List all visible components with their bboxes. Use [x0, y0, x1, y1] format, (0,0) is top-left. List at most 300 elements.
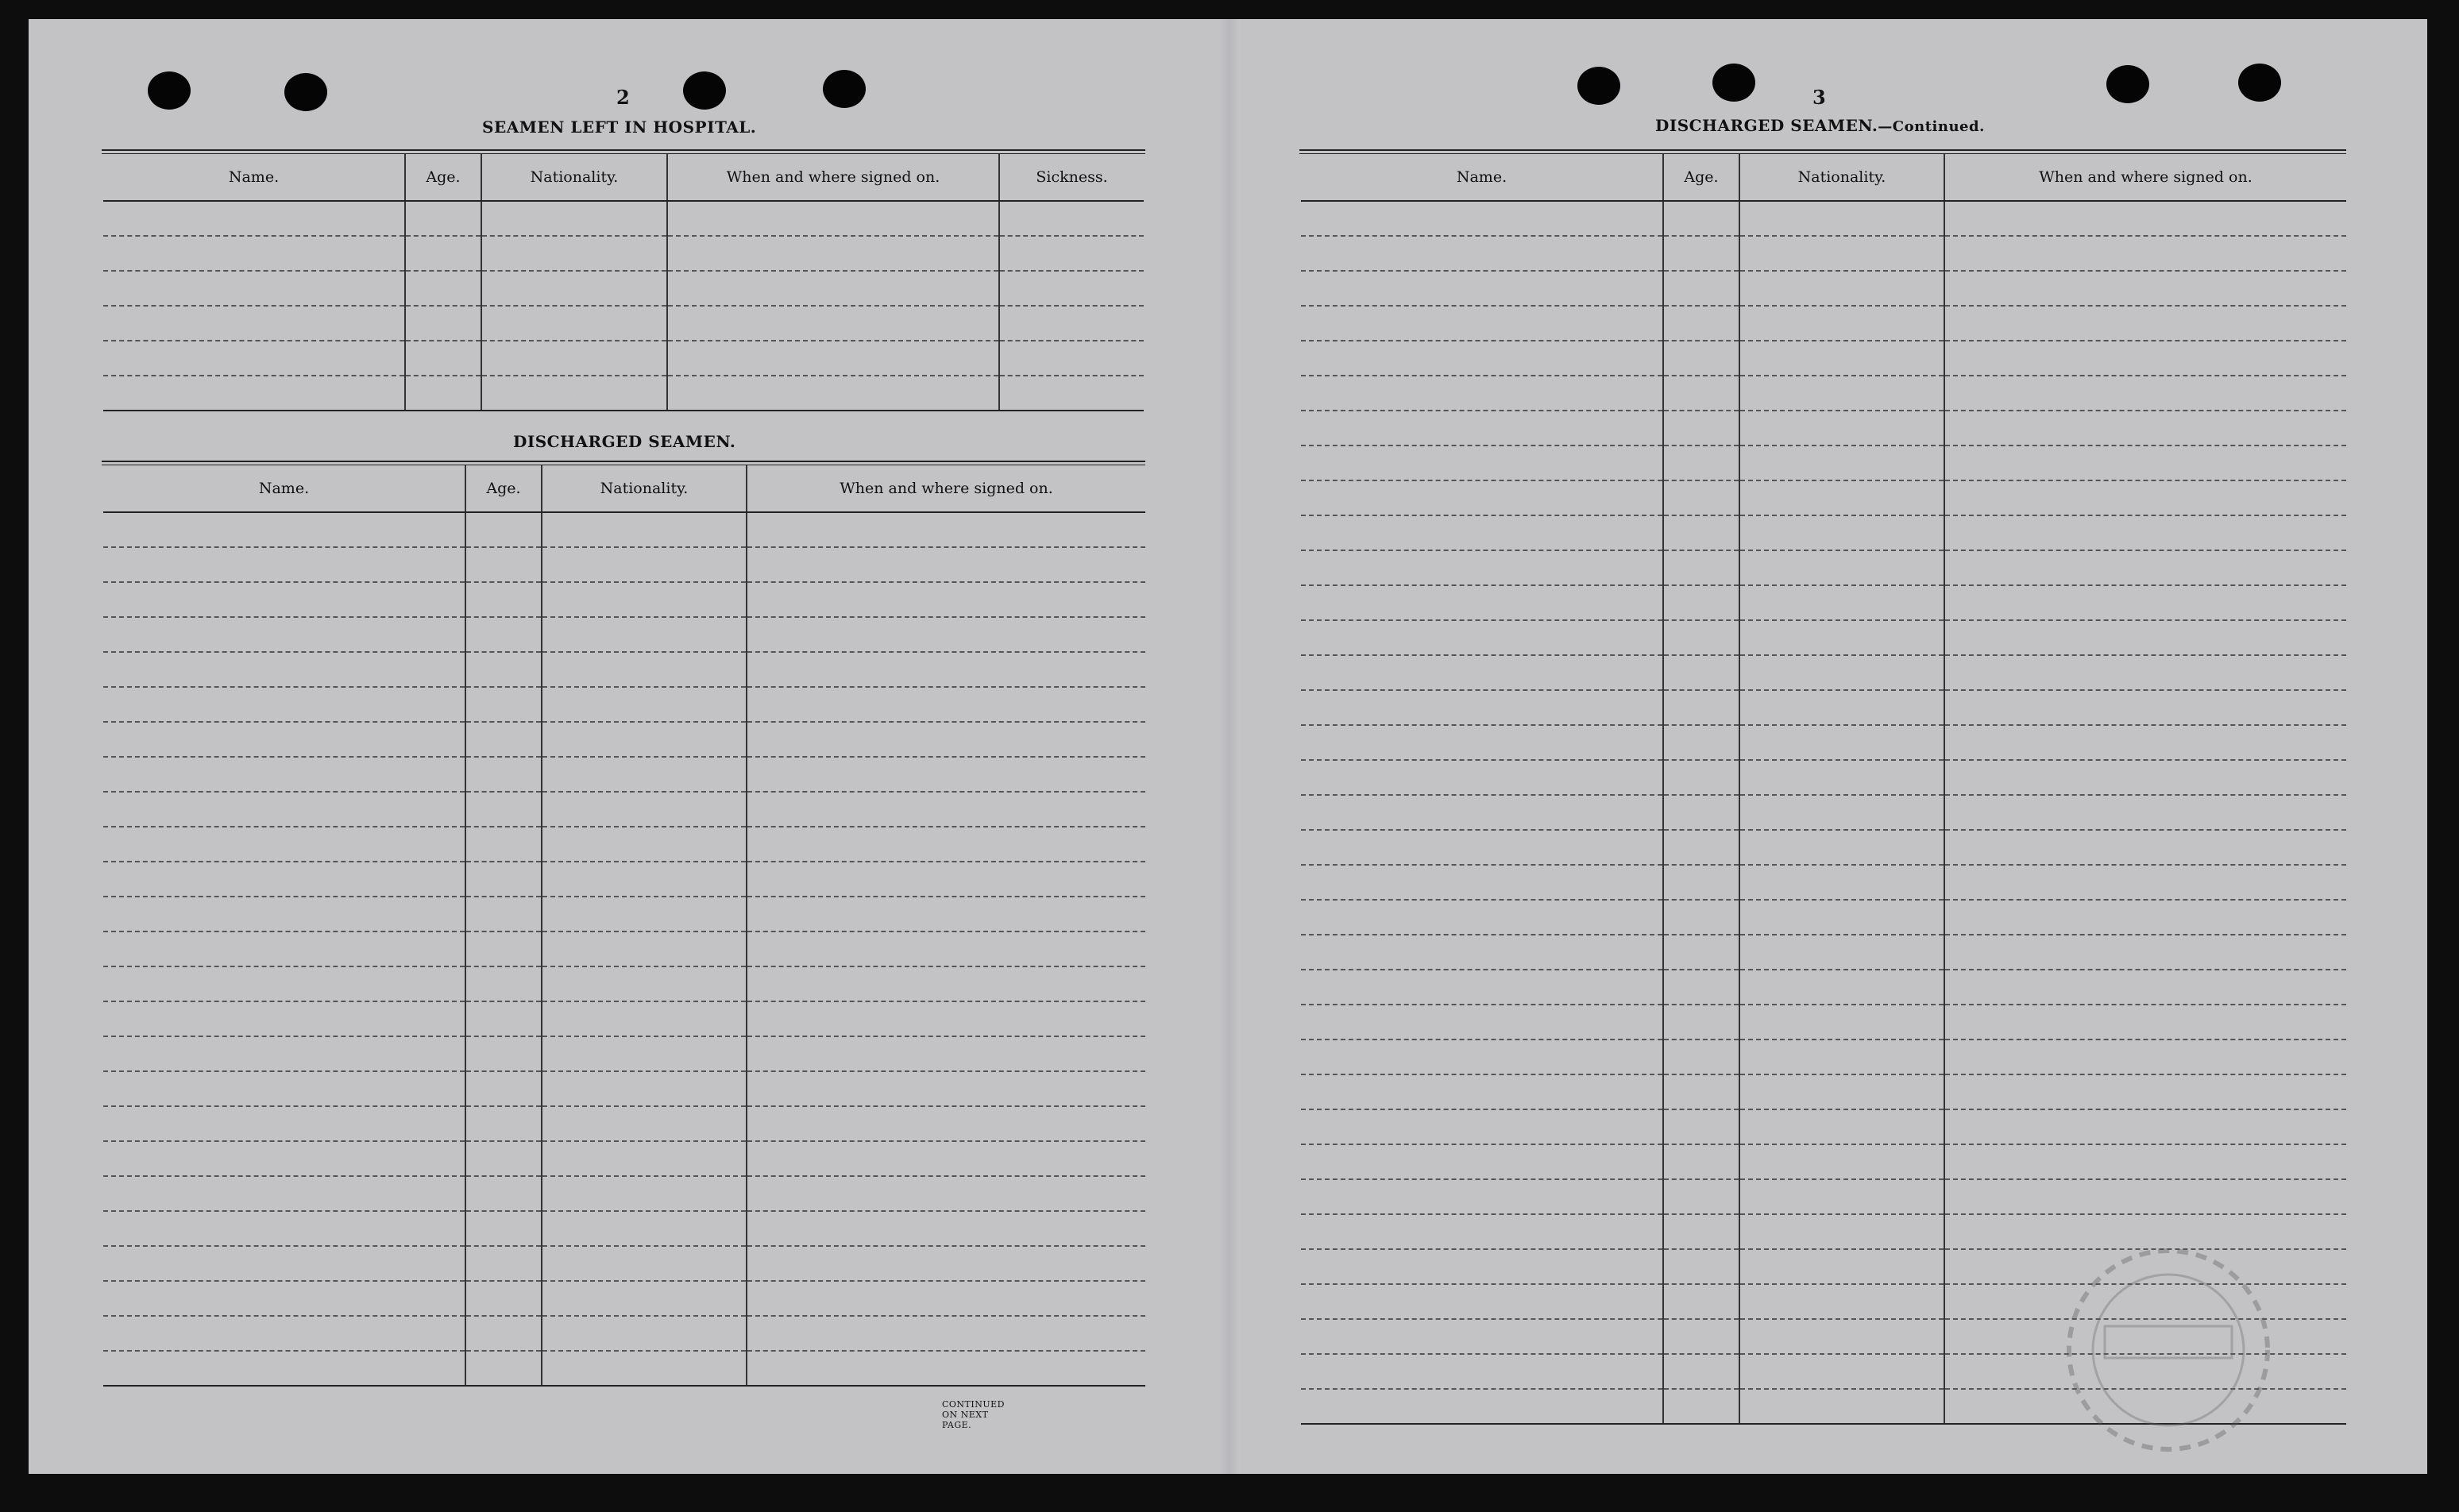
continued-note: CONTINUED ON NEXT PAGE. — [942, 1399, 1005, 1430]
blank-cell[interactable] — [465, 1141, 542, 1176]
blank-cell[interactable] — [465, 1246, 542, 1281]
blank-cell[interactable] — [542, 932, 747, 966]
blank-cell[interactable] — [103, 547, 465, 582]
blank-cell[interactable] — [747, 932, 1145, 966]
blank-cell[interactable] — [465, 652, 542, 687]
blank-cell[interactable] — [1944, 865, 2346, 900]
blank-cell[interactable] — [1663, 550, 1739, 585]
blank-cell[interactable] — [747, 1001, 1145, 1036]
blank-cell[interactable] — [465, 792, 542, 827]
blank-cell[interactable] — [465, 512, 542, 547]
table-row — [1301, 480, 2346, 515]
blank-cell[interactable] — [747, 1281, 1145, 1316]
blank-cell[interactable] — [1944, 655, 2346, 690]
blank-cell[interactable] — [103, 1071, 465, 1106]
blank-cell[interactable] — [1944, 1074, 2346, 1109]
blank-cell[interactable] — [667, 201, 999, 236]
blank-cell[interactable] — [1944, 620, 2346, 655]
blank-cell[interactable] — [103, 1246, 465, 1281]
blank-cell[interactable] — [481, 271, 667, 306]
blank-cell[interactable] — [1663, 1144, 1739, 1179]
column-header: Nationality. — [481, 154, 667, 201]
blank-cell[interactable] — [1301, 446, 1663, 480]
blank-cell[interactable] — [1663, 1389, 1739, 1424]
table-row — [103, 1106, 1145, 1141]
blank-cell[interactable] — [1301, 620, 1663, 655]
blank-cell[interactable] — [1663, 760, 1739, 795]
blank-cell[interactable] — [1739, 1319, 1944, 1354]
column-header: When and where signed on. — [1944, 154, 2346, 201]
blank-cell[interactable] — [542, 1001, 747, 1036]
blank-cell[interactable] — [1663, 1074, 1739, 1109]
column-header: When and where signed on. — [667, 154, 999, 201]
blank-cell[interactable] — [1663, 480, 1739, 515]
blank-cell[interactable] — [1739, 1040, 1944, 1074]
table-row — [1301, 690, 2346, 725]
blank-cell[interactable] — [1663, 1249, 1739, 1284]
table-row — [103, 1211, 1145, 1246]
blank-cell[interactable] — [103, 236, 405, 271]
blank-cell[interactable] — [542, 1316, 747, 1351]
blank-cell[interactable] — [1944, 690, 2346, 725]
blank-cell[interactable] — [999, 376, 1144, 411]
blank-cell[interactable] — [103, 1141, 465, 1176]
table-row — [103, 722, 1145, 757]
blank-cell[interactable] — [747, 1071, 1145, 1106]
blank-cell[interactable] — [1663, 376, 1739, 411]
blank-cell[interactable] — [747, 757, 1145, 792]
blank-cell[interactable] — [1301, 341, 1663, 376]
blank-cell[interactable] — [1301, 935, 1663, 970]
blank-cell[interactable] — [481, 341, 667, 376]
discharged-table-right — [1301, 154, 2346, 1425]
blank-cell[interactable] — [1663, 970, 1739, 1005]
blank-cell[interactable] — [1739, 376, 1944, 411]
blank-cell[interactable] — [1301, 865, 1663, 900]
blank-cell[interactable] — [542, 687, 747, 722]
table-row — [103, 932, 1145, 966]
blank-cell[interactable] — [1739, 550, 1944, 585]
blank-cell[interactable] — [1663, 655, 1739, 690]
blank-cell[interactable] — [747, 966, 1145, 1001]
blank-cell[interactable] — [103, 932, 465, 966]
blank-cell[interactable] — [1739, 760, 1944, 795]
blank-cell[interactable] — [103, 722, 465, 757]
blank-cell[interactable] — [747, 1211, 1145, 1246]
blank-cell[interactable] — [1301, 1074, 1663, 1109]
blank-cell[interactable] — [405, 376, 481, 411]
blank-cell[interactable] — [1944, 935, 2346, 970]
blank-cell[interactable] — [999, 306, 1144, 341]
blank-cell[interactable] — [103, 1036, 465, 1071]
blank-cell[interactable] — [667, 341, 999, 376]
blank-cell[interactable] — [465, 1281, 542, 1316]
blank-cell[interactable] — [1663, 1354, 1739, 1389]
blank-cell[interactable] — [103, 1351, 465, 1386]
blank-cell[interactable] — [465, 897, 542, 932]
blank-cell[interactable] — [1663, 900, 1739, 935]
blank-cell[interactable] — [542, 1106, 747, 1141]
blank-cell[interactable] — [1301, 236, 1663, 271]
header-row — [1301, 154, 2346, 201]
blank-cell[interactable] — [1301, 411, 1663, 446]
blank-cell[interactable] — [542, 512, 747, 547]
blank-cell[interactable] — [1944, 970, 2346, 1005]
blank-cell[interactable] — [1739, 236, 1944, 271]
blank-cell[interactable] — [103, 827, 465, 862]
blank-cell[interactable] — [103, 757, 465, 792]
blank-cell[interactable] — [1739, 306, 1944, 341]
header-row — [103, 154, 1144, 201]
blank-cell[interactable] — [1944, 341, 2346, 376]
blank-cell[interactable] — [103, 1176, 465, 1211]
blank-cell[interactable] — [103, 201, 405, 236]
blank-cell[interactable] — [1301, 1249, 1663, 1284]
blank-cell[interactable] — [1301, 830, 1663, 865]
blank-cell[interactable] — [481, 306, 667, 341]
blank-cell[interactable] — [1663, 620, 1739, 655]
blank-cell[interactable] — [103, 341, 405, 376]
blank-cell[interactable] — [747, 1246, 1145, 1281]
blank-cell[interactable] — [1944, 201, 2346, 236]
blank-cell[interactable] — [542, 792, 747, 827]
table-row — [1301, 760, 2346, 795]
blank-cell[interactable] — [103, 966, 465, 1001]
blank-cell[interactable] — [465, 582, 542, 617]
blank-cell[interactable] — [1739, 1179, 1944, 1214]
blank-cell[interactable] — [465, 827, 542, 862]
blank-cell[interactable] — [465, 757, 542, 792]
blank-cell[interactable] — [1301, 585, 1663, 620]
blank-cell[interactable] — [1301, 795, 1663, 830]
blank-cell[interactable] — [1944, 1040, 2346, 1074]
blank-cell[interactable] — [1301, 201, 1663, 236]
blank-cell[interactable] — [747, 582, 1145, 617]
blank-cell[interactable] — [1944, 306, 2346, 341]
blank-cell[interactable] — [1739, 1074, 1944, 1109]
blank-cell[interactable] — [481, 376, 667, 411]
blank-cell[interactable] — [1944, 830, 2346, 865]
blank-cell[interactable] — [1739, 1389, 1944, 1424]
table-row — [1301, 725, 2346, 760]
blank-cell[interactable] — [1663, 795, 1739, 830]
blank-cell[interactable] — [103, 512, 465, 547]
blank-cell[interactable] — [1739, 1144, 1944, 1179]
blank-cell[interactable] — [1739, 900, 1944, 935]
blank-cell[interactable] — [542, 722, 747, 757]
blank-cell[interactable] — [1301, 900, 1663, 935]
blank-cell[interactable] — [747, 1106, 1145, 1141]
blank-cell[interactable] — [747, 827, 1145, 862]
blank-cell[interactable] — [1739, 1005, 1944, 1040]
table-row — [1301, 376, 2346, 411]
blank-cell[interactable] — [103, 897, 465, 932]
table-row — [103, 306, 1144, 341]
blank-cell[interactable] — [1944, 725, 2346, 760]
blank-cell[interactable] — [1301, 1040, 1663, 1074]
punch-hole — [148, 71, 191, 110]
blank-cell[interactable] — [1944, 550, 2346, 585]
table-row — [103, 376, 1144, 411]
blank-cell[interactable] — [103, 271, 405, 306]
blank-cell[interactable] — [1739, 446, 1944, 480]
blank-cell[interactable] — [747, 652, 1145, 687]
blank-cell[interactable] — [542, 1176, 747, 1211]
table-row — [103, 757, 1145, 792]
blank-cell[interactable] — [667, 271, 999, 306]
blank-cell[interactable] — [465, 1176, 542, 1211]
blank-cell[interactable] — [542, 757, 747, 792]
blank-cell[interactable] — [1739, 795, 1944, 830]
blank-cell[interactable] — [1663, 1319, 1739, 1354]
blank-cell[interactable] — [1301, 1284, 1663, 1319]
blank-cell[interactable] — [542, 1071, 747, 1106]
blank-cell[interactable] — [1739, 970, 1944, 1005]
blank-cell[interactable] — [465, 1316, 542, 1351]
table-row — [103, 966, 1145, 1001]
blank-cell[interactable] — [1663, 1109, 1739, 1144]
blank-cell[interactable] — [747, 792, 1145, 827]
blank-cell[interactable] — [1739, 411, 1944, 446]
blank-cell[interactable] — [542, 1281, 747, 1316]
blank-cell[interactable] — [1663, 935, 1739, 970]
blank-cell[interactable] — [999, 271, 1144, 306]
blank-cell[interactable] — [103, 687, 465, 722]
blank-cell[interactable] — [465, 1211, 542, 1246]
blank-cell[interactable] — [747, 617, 1145, 652]
blank-cell[interactable] — [1739, 585, 1944, 620]
title-continued: —Continued. — [1878, 118, 1985, 135]
blank-cell[interactable] — [103, 792, 465, 827]
blank-cell[interactable] — [405, 236, 481, 271]
blank-cell[interactable] — [542, 862, 747, 897]
blank-cell[interactable] — [1663, 236, 1739, 271]
blank-cell[interactable] — [1944, 376, 2346, 411]
blank-cell[interactable] — [1944, 1179, 2346, 1214]
blank-cell[interactable] — [542, 582, 747, 617]
table-row — [103, 652, 1145, 687]
blank-cell[interactable] — [465, 1071, 542, 1106]
blank-cell[interactable] — [1301, 306, 1663, 341]
blank-cell[interactable] — [1739, 1354, 1944, 1389]
blank-cell[interactable] — [103, 652, 465, 687]
punch-hole — [2106, 65, 2149, 103]
blank-cell[interactable] — [542, 1351, 747, 1386]
blank-cell[interactable] — [1944, 760, 2346, 795]
table-row — [1301, 515, 2346, 550]
blank-cell[interactable] — [405, 271, 481, 306]
blank-cell[interactable] — [1944, 900, 2346, 935]
blank-cell[interactable] — [667, 376, 999, 411]
blank-cell[interactable] — [1663, 690, 1739, 725]
blank-cell[interactable] — [542, 1141, 747, 1176]
blank-cell[interactable] — [103, 862, 465, 897]
blank-cell[interactable] — [1301, 1354, 1663, 1389]
blank-cell[interactable] — [465, 1351, 542, 1386]
blank-cell[interactable] — [103, 1316, 465, 1351]
blank-cell[interactable] — [1739, 655, 1944, 690]
blank-cell[interactable] — [1301, 690, 1663, 725]
blank-cell[interactable] — [1944, 446, 2346, 480]
blank-cell[interactable] — [1301, 970, 1663, 1005]
blank-cell[interactable] — [1739, 725, 1944, 760]
blank-cell[interactable] — [1301, 1179, 1663, 1214]
blank-cell[interactable] — [1944, 585, 2346, 620]
blank-cell[interactable] — [747, 1351, 1145, 1386]
blank-cell[interactable] — [1739, 1214, 1944, 1249]
blank-cell[interactable] — [465, 617, 542, 652]
blank-cell[interactable] — [1739, 620, 1944, 655]
table-row — [103, 341, 1144, 376]
blank-cell[interactable] — [999, 201, 1144, 236]
table-row — [103, 862, 1145, 897]
blank-cell[interactable] — [1739, 935, 1944, 970]
blank-cell[interactable] — [542, 1246, 747, 1281]
blank-cell[interactable] — [1739, 480, 1944, 515]
blank-cell[interactable] — [542, 652, 747, 687]
blank-cell[interactable] — [1739, 1109, 1944, 1144]
blank-cell[interactable] — [1663, 830, 1739, 865]
blank-cell[interactable] — [1301, 655, 1663, 690]
blank-cell[interactable] — [1944, 271, 2346, 306]
blank-cell[interactable] — [465, 1001, 542, 1036]
discharged-continued-title — [1655, 116, 1985, 135]
blank-cell[interactable] — [1301, 480, 1663, 515]
blank-cell[interactable] — [542, 827, 747, 862]
blank-cell[interactable] — [481, 236, 667, 271]
blank-cell[interactable] — [465, 687, 542, 722]
blank-cell[interactable] — [1739, 201, 1944, 236]
blank-cell[interactable] — [405, 201, 481, 236]
blank-cell[interactable] — [465, 1106, 542, 1141]
blank-cell[interactable] — [1663, 1040, 1739, 1074]
blank-cell[interactable] — [747, 547, 1145, 582]
blank-cell[interactable] — [747, 1036, 1145, 1071]
blank-cell[interactable] — [465, 932, 542, 966]
blank-cell[interactable] — [1739, 1249, 1944, 1284]
blank-cell[interactable] — [1944, 236, 2346, 271]
blank-cell[interactable] — [1663, 865, 1739, 900]
blank-cell[interactable] — [1301, 550, 1663, 585]
blank-cell[interactable] — [1739, 271, 1944, 306]
blank-cell[interactable] — [1663, 1005, 1739, 1040]
blank-cell[interactable] — [103, 306, 405, 341]
blank-cell[interactable] — [542, 547, 747, 582]
blank-cell[interactable] — [1663, 1284, 1739, 1319]
blank-cell[interactable] — [103, 376, 405, 411]
blank-cell[interactable] — [405, 306, 481, 341]
blank-cell[interactable] — [465, 966, 542, 1001]
blank-cell[interactable] — [405, 341, 481, 376]
blank-cell[interactable] — [103, 617, 465, 652]
blank-cell[interactable] — [465, 862, 542, 897]
blank-cell[interactable] — [1301, 1005, 1663, 1040]
blank-cell[interactable] — [747, 687, 1145, 722]
blank-cell[interactable] — [103, 1281, 465, 1316]
blank-cell[interactable] — [1301, 1214, 1663, 1249]
blank-cell[interactable] — [1944, 795, 2346, 830]
blank-cell[interactable] — [1944, 411, 2346, 446]
blank-cell[interactable] — [1739, 341, 1944, 376]
blank-cell[interactable] — [747, 722, 1145, 757]
blank-cell[interactable] — [1663, 341, 1739, 376]
blank-cell[interactable] — [747, 1176, 1145, 1211]
table-row — [1301, 900, 2346, 935]
blank-cell[interactable] — [1663, 725, 1739, 760]
blank-cell[interactable] — [1663, 201, 1739, 236]
blank-cell[interactable] — [1301, 1109, 1663, 1144]
blank-cell[interactable] — [667, 306, 999, 341]
blank-cell[interactable] — [103, 582, 465, 617]
blank-cell[interactable] — [747, 1141, 1145, 1176]
table-row — [1301, 201, 2346, 236]
blank-cell[interactable] — [465, 722, 542, 757]
table-row — [1301, 236, 2346, 271]
blank-cell[interactable] — [1944, 515, 2346, 550]
blank-cell[interactable] — [542, 966, 747, 1001]
blank-cell[interactable] — [1739, 865, 1944, 900]
blank-cell[interactable] — [1663, 585, 1739, 620]
blank-cell[interactable] — [1663, 411, 1739, 446]
blank-cell[interactable] — [1301, 1389, 1663, 1424]
blank-cell[interactable] — [1663, 306, 1739, 341]
blank-cell[interactable] — [747, 862, 1145, 897]
blank-cell[interactable] — [999, 236, 1144, 271]
blank-cell[interactable] — [1663, 1214, 1739, 1249]
blank-cell[interactable] — [542, 897, 747, 932]
blank-cell[interactable] — [1944, 1144, 2346, 1179]
blank-cell[interactable] — [103, 1106, 465, 1141]
column-header: Name. — [103, 154, 405, 201]
blank-cell[interactable] — [1739, 690, 1944, 725]
blank-cell[interactable] — [747, 512, 1145, 547]
blank-cell[interactable] — [1301, 725, 1663, 760]
page-gutter — [1220, 19, 1241, 1474]
blank-cell[interactable] — [1663, 515, 1739, 550]
blank-cell[interactable] — [1944, 1005, 2346, 1040]
blank-cell[interactable] — [1944, 1109, 2346, 1144]
blank-cell[interactable] — [465, 1036, 542, 1071]
blank-cell[interactable] — [1739, 515, 1944, 550]
blank-cell[interactable] — [1663, 1179, 1739, 1214]
blank-cell[interactable] — [1301, 760, 1663, 795]
blank-cell[interactable] — [1301, 515, 1663, 550]
blank-cell[interactable] — [1301, 1319, 1663, 1354]
blank-cell[interactable] — [1663, 271, 1739, 306]
column-header: When and where signed on. — [747, 465, 1145, 512]
blank-cell[interactable] — [999, 341, 1144, 376]
blank-cell[interactable] — [1739, 1284, 1944, 1319]
blank-cell[interactable] — [1944, 480, 2346, 515]
blank-cell[interactable] — [1301, 1144, 1663, 1179]
blank-cell[interactable] — [1739, 830, 1944, 865]
blank-cell[interactable] — [1301, 271, 1663, 306]
blank-cell[interactable] — [542, 1036, 747, 1071]
blank-cell[interactable] — [103, 1211, 465, 1246]
blank-cell[interactable] — [667, 236, 999, 271]
blank-cell[interactable] — [542, 617, 747, 652]
blank-cell[interactable] — [465, 547, 542, 582]
blank-cell[interactable] — [747, 1316, 1145, 1351]
blank-cell[interactable] — [1301, 376, 1663, 411]
blank-cell[interactable] — [103, 1001, 465, 1036]
received-stamp — [2049, 1239, 2287, 1461]
blank-cell[interactable] — [1663, 446, 1739, 480]
blank-cell[interactable] — [481, 201, 667, 236]
discharged-section-title: DISCHARGED SEAMEN. — [513, 432, 736, 451]
blank-cell[interactable] — [747, 897, 1145, 932]
blank-cell[interactable] — [542, 1211, 747, 1246]
